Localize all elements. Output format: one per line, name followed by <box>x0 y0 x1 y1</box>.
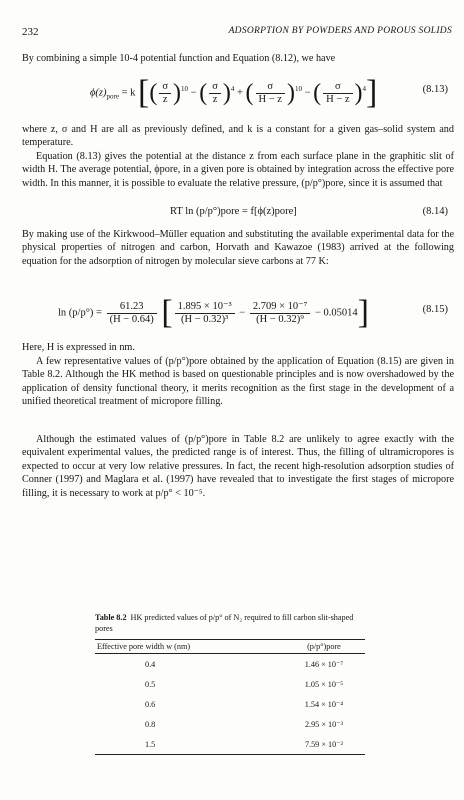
table-header-row <box>95 640 365 654</box>
table-8-2 <box>95 612 365 755</box>
cell-width: 0.6 <box>145 699 156 709</box>
paragraph-kirkwood: By making use of the Kirkwood–Müller equation and substituting the available experimental data for the physical properties of nitrogen and carbon, Horvath and Kawazoe (1983) arrived at the following equation for the adsorption of nitrogen by molecular sieve carbons at 77 K: <box>22 229 454 267</box>
eq815-number: (8.15) <box>422 304 448 315</box>
paragraph-where: where z, σ and H are all as previously defined, and k is a constant for a given gas–solid system and temperature. <box>22 124 454 149</box>
table-row <box>95 694 365 714</box>
data-table <box>95 639 365 755</box>
eq815-frac-3: $\frac{\text{2.709 × 10⁻⁷}}{\text{(H − 0.32)⁹}}$ <box>250 301 311 326</box>
cell-width: 0.5 <box>145 679 156 689</box>
paragraph-potential: Equation (8.13) gives the potential at the distance z from each surface plane in the graphitic slit of width H. The average potential, ϕpore, in a given pore is obtained by integration across the effective pore width. In this manner, it is possible to evaluate the relative pressure, (p/p°)pore, since it is assumed that <box>22 151 454 189</box>
eq815-frac-2: $\frac{\text{1.895 × 10⁻³}}{\text{(H − 0.32)³}}$ <box>175 301 235 326</box>
table-caption-text: HK predicted values of p/p° of N₂ required to fill carbon slit-shaped pores <box>95 613 354 633</box>
eq813-outer-bracket-open: [ <box>138 74 150 111</box>
table-row <box>95 734 365 755</box>
equation-8-14 <box>22 206 454 222</box>
page-number: 232 <box>22 26 39 38</box>
eq813-frac-3: $\frac{\sigma}{H - z}$ <box>256 81 285 106</box>
paragraph-intro: By combining a simple 10-4 potential function and Equation (8.12), we have <box>22 53 336 64</box>
eq813-lhs-sub: pore <box>106 92 119 101</box>
column-header-width: Effective pore width w (nm) <box>95 640 283 654</box>
eq813-number: (8.13) <box>422 84 448 95</box>
paragraph-representative: A few representative values of (p/p°)pore obtained by the application of Equation (8.15) are given in Table 8.2. Although the HK method is based on questionable principles and is now overshadowed by the application of density functional theory, it merits recognition as the first stage in the development of a unified theoretical treatment of micropore filling. <box>22 356 454 408</box>
table-row <box>95 674 365 694</box>
eq815-lhs: ln (p/p°) = <box>58 307 102 319</box>
cell-width: 1.5 <box>95 734 283 755</box>
eq815-bracket-close: ] <box>357 294 369 331</box>
eq813-frac-4: $\frac{\sigma}{H - z}$ <box>323 81 352 106</box>
page-header <box>22 26 452 42</box>
cell-pressure: 1.05 × 10⁻⁵ <box>304 680 344 689</box>
running-head: ADSORPTION BY POWDERS AND POROUS SOLIDS <box>228 26 452 36</box>
column-header-pressure: (p/p°)pore <box>283 640 365 654</box>
cell-width: 0.8 <box>145 719 156 729</box>
cell-pressure: 1.46 × 10⁻⁷ <box>304 660 344 669</box>
eq815-bracket-open: [ <box>161 294 173 331</box>
eq815-tail: − 0.05014 <box>314 307 358 319</box>
eq813-frac-2: $\frac{\sigma}{z}$ <box>209 81 221 106</box>
eq813-frac-1: $\frac{\sigma}{z}$ <box>159 81 171 106</box>
eq813-lhs: ϕ(z) <box>90 87 107 99</box>
paragraph-units: Here, H is expressed in nm. <box>22 342 135 353</box>
table-row <box>95 654 365 675</box>
cell-pressure: 2.95 × 10⁻³ <box>304 720 343 729</box>
equation-8-13: $\phi(z)_{pore} = k$ [( $\frac{\sigma}{z}$ )$^{10}$ − ( $\frac{\sigma}{z}$ )$^4$ + ( $\frac{\sigma}{H - z}$ )$^{10}$ − ( $\frac{\sigma}{H - z}$ )$^4$] (8.13) <box>90 74 448 111</box>
eq813-paren: ( <box>149 80 158 106</box>
eq814-number: (8.14) <box>422 206 448 217</box>
eq813-outer-bracket-close: ] <box>366 74 378 111</box>
cell-width: 0.4 <box>145 659 156 669</box>
equation-8-15: ln (p/p°) = $\frac{61.23}{(H - 0.64)}$ [ $\frac{\text{1.895 × 10⁻³}}{\text{(H − 0.32)³}}$ − $\frac{\text{2.709 × 10⁻⁷}}{\text{(H − 0.32)⁹}}$ − 0.05014] (8.15) <box>58 294 448 331</box>
table-row <box>95 714 365 734</box>
eq815-frac-1: $\frac{61.23}{(H - 0.64)}$ <box>107 301 157 326</box>
table-label: Table 8.2 <box>95 613 127 622</box>
eq813-equals-k: = k <box>121 87 136 99</box>
table-caption <box>95 612 365 634</box>
cell-pressure: 1.54 × 10⁻⁴ <box>304 700 344 709</box>
paragraph-estimated: Although the estimated values of (p/p°)pore in Table 8.2 are unlikely to agree exactly with the equivalent experimental values, the predicted range is of interest. Thus, the filling of ultramicropores is expected to occur at very low relative pressures. In fact, the recent high-resolution adsorption studies of Conner (1997) and Maglara et al. (1997) have revealed that to investigate the first stages of micropore filling, it is necessary to work at p/p° < 10⁻⁵. <box>22 434 454 499</box>
cell-pressure: 7.59 × 10⁻² <box>283 734 365 755</box>
eq814-body: RT ln (p/p°)pore = f[ϕ(z)pore] <box>170 206 297 217</box>
